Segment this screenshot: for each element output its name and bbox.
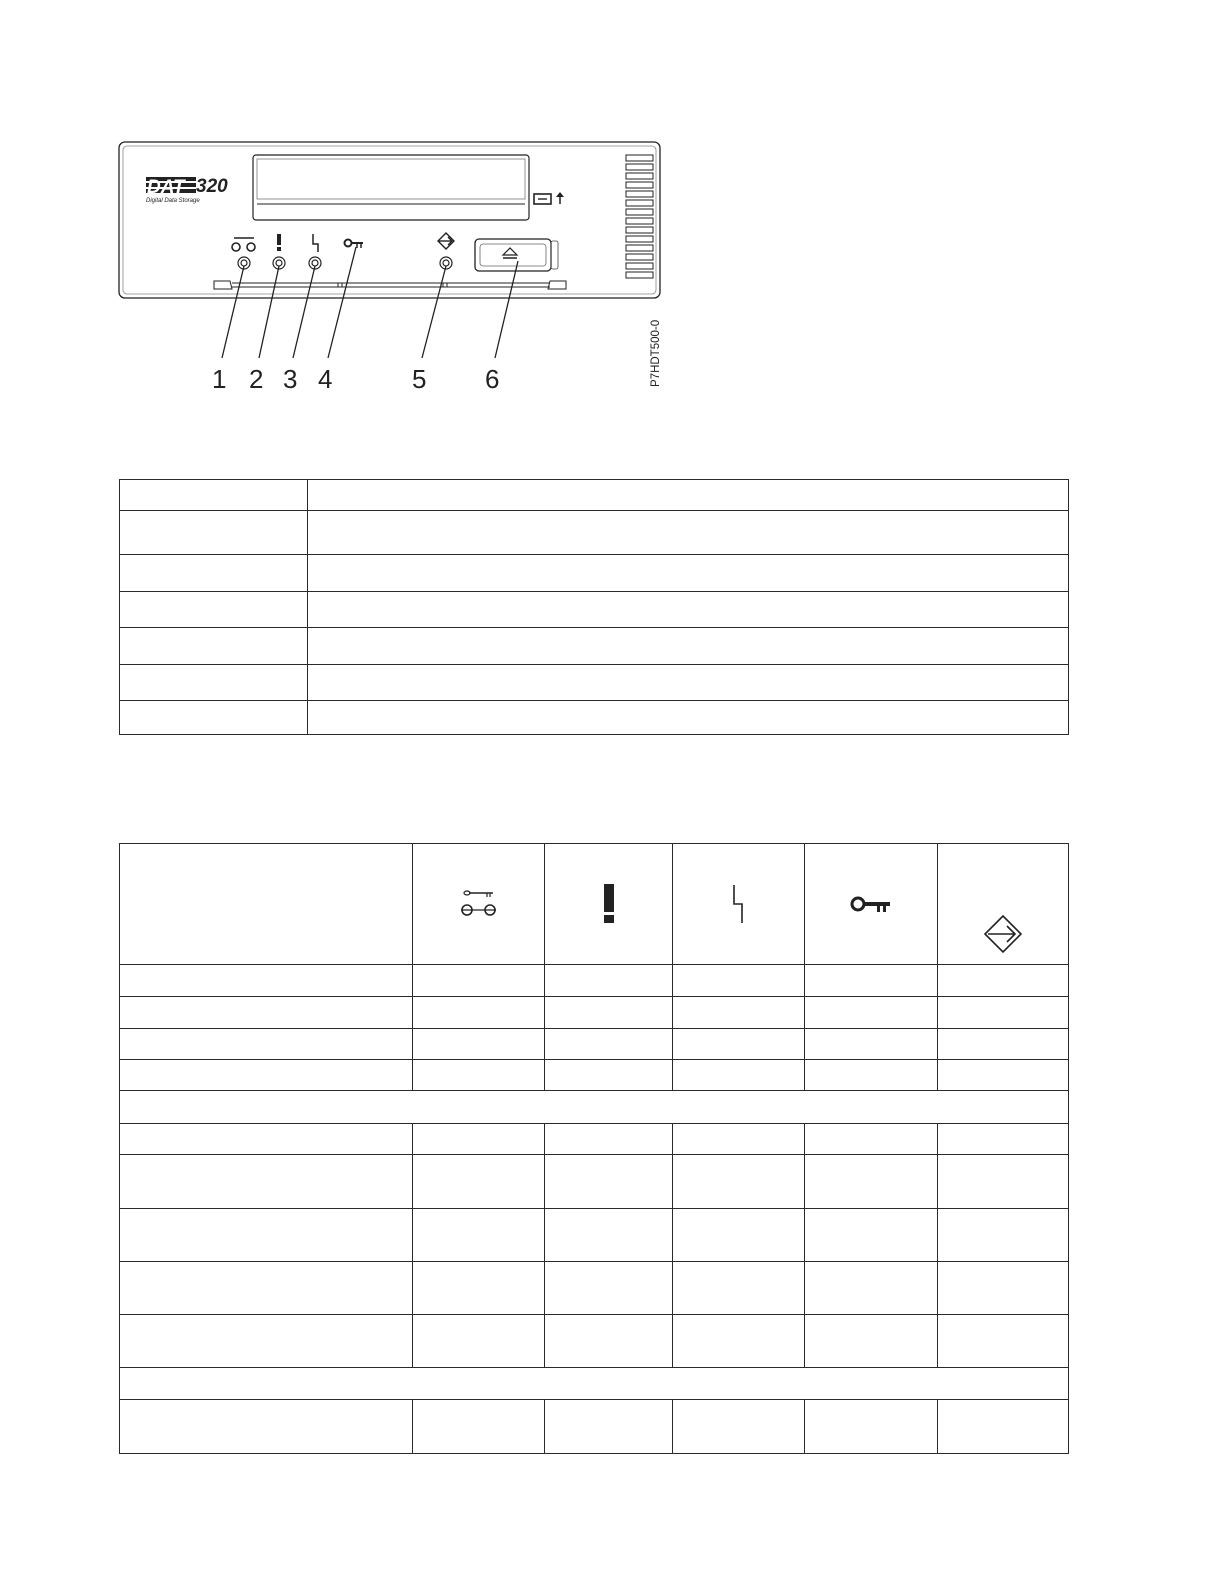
table-row — [120, 1315, 1069, 1368]
table-cell — [120, 628, 308, 665]
table-cell — [120, 555, 308, 592]
table-cell — [938, 1060, 1069, 1091]
table-row — [120, 701, 1069, 735]
table-cell — [413, 1155, 545, 1209]
table-row — [120, 1155, 1069, 1209]
table-cell — [938, 997, 1069, 1029]
drive-illustration — [110, 130, 680, 400]
table-cell — [673, 1155, 805, 1209]
exclamation-icon — [602, 884, 616, 924]
table-cell — [308, 665, 1069, 701]
table-cell — [938, 1262, 1069, 1315]
table-section-row — [120, 1368, 1069, 1400]
table-cell — [545, 1155, 673, 1209]
table-cell — [805, 1209, 938, 1262]
table-cell — [413, 1209, 545, 1262]
table-header-cell — [120, 844, 413, 965]
table-cell — [413, 1124, 545, 1155]
callout-3: 3 — [283, 364, 298, 394]
table-row — [120, 997, 1069, 1029]
table-row — [120, 1029, 1069, 1060]
table-row — [120, 965, 1069, 997]
callout-2: 2 — [249, 364, 264, 394]
tape-clean-icon — [457, 889, 501, 919]
table-cell — [120, 1091, 1069, 1124]
table-cell — [413, 1400, 545, 1454]
callout-6: 6 — [485, 364, 500, 394]
table-header-row — [120, 844, 1069, 965]
table-header-cell — [673, 844, 805, 965]
table-row — [120, 1262, 1069, 1315]
table-cell — [805, 1262, 938, 1315]
table-cell — [308, 592, 1069, 628]
table-row — [120, 1060, 1069, 1091]
table-cell — [673, 1060, 805, 1091]
table-cell — [120, 480, 308, 511]
table-cell — [805, 1029, 938, 1060]
table-cell — [673, 1209, 805, 1262]
table-cell — [938, 965, 1069, 997]
table-header-cell — [413, 844, 545, 965]
table-cell — [673, 1315, 805, 1368]
table-cell — [308, 511, 1069, 555]
table-cell — [805, 997, 938, 1029]
table-cell — [308, 628, 1069, 665]
table-cell — [120, 1400, 413, 1454]
table-cell — [673, 997, 805, 1029]
table-cell — [673, 1029, 805, 1060]
table-cell — [805, 1060, 938, 1091]
table-row — [120, 1209, 1069, 1262]
table-cell — [938, 1315, 1069, 1368]
table-cell — [120, 1029, 413, 1060]
table-cell — [673, 1400, 805, 1454]
table-cell — [545, 1400, 673, 1454]
table-cell — [120, 997, 413, 1029]
table-cell — [308, 555, 1069, 592]
table-cell — [120, 1155, 413, 1209]
table-section-row — [120, 1091, 1069, 1124]
media-arrow-icon — [983, 914, 1023, 954]
table-row — [120, 511, 1069, 555]
table-cell — [938, 1029, 1069, 1060]
table-cell — [545, 1029, 673, 1060]
table-row — [120, 1400, 1069, 1454]
table-header-cell — [938, 844, 1069, 965]
table-cell — [938, 1209, 1069, 1262]
brand-model: 320 — [196, 176, 228, 197]
table-header-cell — [545, 844, 673, 965]
table-cell — [673, 1262, 805, 1315]
callout-1: 1 — [212, 364, 227, 394]
table-cell — [545, 1124, 673, 1155]
lightning-icon — [731, 884, 747, 924]
table-cell — [120, 592, 308, 628]
drive-front-panel-figure — [110, 130, 680, 400]
table-cell — [120, 1209, 413, 1262]
exclamation-icon — [277, 234, 281, 251]
table-cell — [120, 701, 308, 735]
table-cell — [120, 511, 308, 555]
table-cell — [938, 1155, 1069, 1209]
table-cell — [308, 701, 1069, 735]
table-cell — [805, 1155, 938, 1209]
callout-5: 5 — [412, 364, 427, 394]
table-cell — [308, 480, 1069, 511]
table-row — [120, 1124, 1069, 1155]
callout-legend-table — [119, 479, 1069, 735]
table-cell — [938, 1400, 1069, 1454]
dat-logo-text: DAT — [147, 177, 185, 198]
table-cell — [673, 965, 805, 997]
table-cell — [545, 997, 673, 1029]
table-row — [120, 555, 1069, 592]
table-cell — [805, 1124, 938, 1155]
table-cell — [413, 997, 545, 1029]
table-cell — [120, 965, 413, 997]
table-cell — [120, 1124, 413, 1155]
table-cell — [413, 965, 545, 997]
table-cell — [545, 1315, 673, 1368]
table-cell — [413, 1262, 545, 1315]
table-cell — [545, 1209, 673, 1262]
table-cell — [545, 965, 673, 997]
callout-4: 4 — [318, 364, 333, 394]
table-cell — [805, 965, 938, 997]
brand-tagline: Digital Data Storage — [146, 198, 200, 204]
table-row — [120, 480, 1069, 511]
table-cell — [673, 1124, 805, 1155]
key-icon — [850, 893, 892, 915]
table-cell — [413, 1029, 545, 1060]
table-cell — [545, 1262, 673, 1315]
table-cell — [805, 1315, 938, 1368]
cassette-slot — [253, 155, 529, 220]
table-cell — [805, 1400, 938, 1454]
table-cell — [413, 1315, 545, 1368]
table-cell — [938, 1124, 1069, 1155]
table-cell — [120, 1315, 413, 1368]
cassette-up-icon — [534, 192, 564, 204]
table-cell — [120, 1368, 1069, 1400]
table-cell — [120, 1262, 413, 1315]
table-cell — [120, 665, 308, 701]
led-status-table — [119, 843, 1069, 1454]
table-header-cell — [805, 844, 938, 965]
table-cell — [413, 1060, 545, 1091]
table-row — [120, 628, 1069, 665]
figure-id: P7HDT500-0 — [650, 319, 662, 387]
table-cell — [545, 1060, 673, 1091]
table-row — [120, 665, 1069, 701]
table-row — [120, 592, 1069, 628]
table-cell — [120, 1060, 413, 1091]
